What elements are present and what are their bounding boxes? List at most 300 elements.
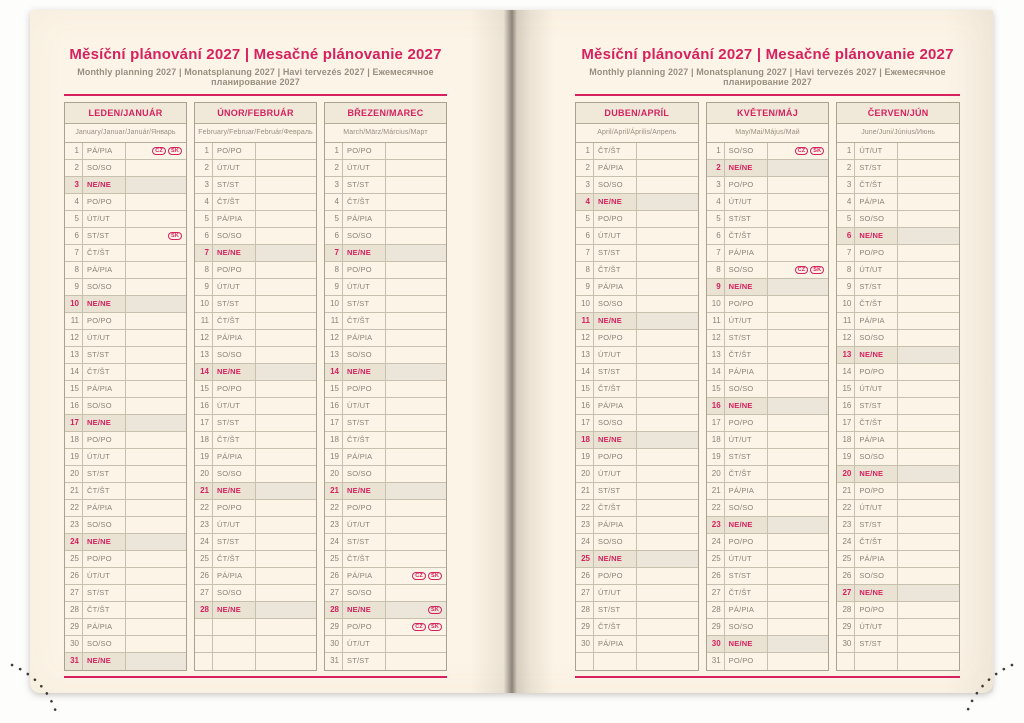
day-notes-cell [898,381,959,397]
day-notes-cell [386,279,446,295]
day-label: PÁ/PIA [594,160,637,176]
day-notes-cell [768,347,829,363]
day-row [65,568,186,585]
day-row [576,313,698,330]
day-number: 25 [195,551,213,567]
day-row [325,602,446,619]
day-row [707,313,829,330]
day-row [195,177,316,194]
day-row [195,364,316,381]
day-notes-cell [126,330,186,346]
day-notes-cell [256,449,316,465]
day-notes-cell [898,177,959,193]
day-row [707,381,829,398]
day-number: 21 [65,483,83,499]
day-label: ČT/ŠT [594,381,637,397]
day-notes-cell [126,619,186,635]
day-number: 14 [65,364,83,380]
day-number: 20 [325,466,343,482]
day-number: 27 [195,585,213,601]
day-number: 11 [195,313,213,329]
day-notes-cell [386,636,446,652]
day-notes-cell [768,415,829,431]
day-notes-cell [637,602,698,618]
day-notes-cell [768,568,829,584]
day-label: PO/PO [83,313,126,329]
holiday-badge-sk-icon: SK [428,623,442,631]
day-row [325,653,446,670]
day-number: 26 [195,568,213,584]
day-label: ST/ST [855,279,898,295]
day-notes-cell [386,568,446,584]
month-duben [575,102,699,671]
month-title: KVĚTEN/MÁJ [707,103,829,124]
day-row [65,602,186,619]
day-notes-cell [386,296,446,312]
day-row [65,330,186,347]
holiday-badge-cz-icon: CZ [412,623,426,631]
day-notes-cell [637,636,698,652]
day-label: PÁ/PIA [594,636,637,652]
day-notes-cell [768,483,829,499]
day-notes-cell [768,466,829,482]
day-label: NE/NE [343,483,386,499]
day-row [195,432,316,449]
month-title: ČERVEN/JÚN [837,103,959,124]
day-label: ÚT/UT [855,619,898,635]
day-number: 18 [707,432,725,448]
day-notes-cell [637,364,698,380]
day-row [65,500,186,517]
day-row [325,483,446,500]
day-number: 4 [65,194,83,210]
day-number: 10 [837,296,855,312]
day-label: PO/PO [855,364,898,380]
day-notes-cell [898,449,959,465]
day-notes-cell [637,279,698,295]
day-number [837,653,855,670]
day-row [837,568,959,585]
day-number: 8 [195,262,213,278]
day-number: 1 [65,143,83,159]
day-number: 16 [195,398,213,414]
day-label: ČT/ŠT [83,483,126,499]
day-label: ÚT/UT [83,568,126,584]
holiday-badge-sk-icon: SK [168,232,182,240]
day-notes-cell [256,551,316,567]
empty-row [576,653,698,670]
day-row [195,347,316,364]
day-number: 25 [576,551,594,567]
page-header [64,46,447,96]
day-number: 16 [325,398,343,414]
page-left [30,10,511,693]
day-number: 24 [837,534,855,550]
day-row [325,330,446,347]
day-label: NE/NE [594,313,637,329]
day-row [707,483,829,500]
day-notes-cell [126,194,186,210]
day-label: PO/PO [343,262,386,278]
day-number: 27 [837,585,855,601]
day-row [576,296,698,313]
day-label: PO/PO [725,296,768,312]
day-row [576,483,698,500]
day-label: PO/PO [594,568,637,584]
day-label: PO/PO [83,432,126,448]
day-label: PO/PO [213,381,256,397]
day-number: 30 [325,636,343,652]
day-number: 23 [65,517,83,533]
day-notes-cell [768,364,829,380]
day-number: 26 [576,568,594,584]
day-notes-cell [637,483,698,499]
day-notes-cell [898,500,959,516]
day-number: 13 [837,347,855,363]
day-label: ST/ST [213,296,256,312]
day-notes-cell [386,245,446,261]
day-notes-cell [898,364,959,380]
day-row [195,585,316,602]
day-notes-cell [637,228,698,244]
month-kveten [706,102,830,671]
day-row [195,279,316,296]
day-number: 6 [65,228,83,244]
day-number: 7 [707,245,725,261]
day-number: 5 [576,211,594,227]
day-number: 10 [707,296,725,312]
day-label [213,653,256,670]
day-row [325,160,446,177]
day-notes-cell [386,534,446,550]
day-number: 25 [707,551,725,567]
day-notes-cell [256,466,316,482]
day-number: 19 [325,449,343,465]
day-row [195,415,316,432]
day-number: 3 [837,177,855,193]
day-number: 3 [195,177,213,193]
day-label: SO/SO [855,330,898,346]
day-row [707,636,829,653]
day-row [837,585,959,602]
day-label: PÁ/PIA [343,211,386,227]
day-number: 12 [65,330,83,346]
day-row [707,143,829,160]
day-number: 13 [576,347,594,363]
day-row [707,466,829,483]
day-row [195,483,316,500]
day-label: NE/NE [213,602,256,618]
day-number: 30 [837,636,855,652]
day-notes-cell [637,347,698,363]
day-label: ST/ST [594,364,637,380]
day-label: ST/ST [725,330,768,346]
day-number: 10 [65,296,83,312]
day-number: 10 [195,296,213,312]
day-number: 18 [325,432,343,448]
day-number: 17 [195,415,213,431]
day-number: 5 [65,211,83,227]
day-number: 4 [325,194,343,210]
day-notes-cell [768,228,829,244]
day-notes-cell [768,551,829,567]
day-number: 15 [65,381,83,397]
day-number: 17 [65,415,83,431]
day-row [195,245,316,262]
day-label: ČT/ŠT [213,313,256,329]
day-notes-cell [256,211,316,227]
day-number: 19 [576,449,594,465]
day-row [576,602,698,619]
day-notes-cell [768,517,829,533]
day-notes-cell [637,143,698,159]
day-notes-cell [637,432,698,448]
day-notes-cell [126,636,186,652]
day-notes-cell [256,160,316,176]
day-label: ST/ST [594,602,637,618]
day-label: PO/PO [725,415,768,431]
day-row [576,194,698,211]
page-right [511,10,993,693]
day-notes-cell [768,534,829,550]
day-row [65,449,186,466]
day-label: SO/SO [855,211,898,227]
day-number: 23 [325,517,343,533]
day-notes-cell [898,211,959,227]
day-row [325,449,446,466]
day-notes-cell [256,483,316,499]
day-number: 18 [837,432,855,448]
day-row [195,398,316,415]
day-label: NE/NE [725,636,768,652]
day-notes-cell [637,415,698,431]
day-row [707,585,829,602]
day-label: PO/PO [725,177,768,193]
day-label: NE/NE [725,160,768,176]
day-notes-cell [256,568,316,584]
day-row [325,211,446,228]
day-notes-cell [898,466,959,482]
day-row [707,330,829,347]
day-row [195,534,316,551]
day-number: 1 [325,143,343,159]
day-row [707,228,829,245]
day-row [65,228,186,245]
day-row [707,160,829,177]
day-label: ÚT/UT [213,160,256,176]
day-label: ÚT/UT [855,262,898,278]
day-label: ÚT/UT [855,143,898,159]
day-notes-cell [126,653,186,670]
day-number [195,636,213,652]
holiday-badge-cz-icon: CZ [795,266,809,274]
day-label: NE/NE [83,177,126,193]
day-label: ČT/ŠT [855,177,898,193]
day-number: 19 [195,449,213,465]
day-label: PÁ/PIA [83,500,126,516]
day-label: SO/SO [594,415,637,431]
day-notes-cell [126,228,186,244]
day-label: ÚT/UT [213,517,256,533]
day-number: 31 [65,653,83,670]
day-notes-cell [386,653,446,670]
month-subtitle: May/Mai/Május/Май [707,124,829,143]
day-label: ST/ST [83,466,126,482]
day-label: ST/ST [343,177,386,193]
day-number: 30 [576,636,594,652]
day-row [837,551,959,568]
day-row [837,262,959,279]
holiday-badge-cz-icon: CZ [795,147,809,155]
day-notes-cell [126,262,186,278]
day-number: 15 [837,381,855,397]
day-number: 6 [576,228,594,244]
month-brezen [324,102,447,671]
month-title: BŘEZEN/MAREC [325,103,446,124]
day-row [195,262,316,279]
day-number: 19 [707,449,725,465]
day-label: PÁ/PIA [725,245,768,261]
day-label: ST/ST [213,534,256,550]
day-label: NE/NE [725,279,768,295]
day-notes-cell [126,517,186,533]
day-number: 13 [65,347,83,363]
day-number: 4 [707,194,725,210]
day-number: 27 [576,585,594,601]
day-row [837,415,959,432]
day-number: 15 [707,381,725,397]
day-label: NE/NE [343,364,386,380]
day-number: 26 [65,568,83,584]
month-unor [194,102,317,671]
day-number: 8 [325,262,343,278]
day-notes-cell [126,177,186,193]
day-label: ST/ST [855,517,898,533]
day-label: ÚT/UT [594,585,637,601]
day-label: SO/SO [855,568,898,584]
day-label: SO/SO [855,449,898,465]
month-subtitle: March/März/Március/Март [325,124,446,143]
month-title: LEDEN/JANUÁR [65,103,186,124]
day-label: ST/ST [343,415,386,431]
day-label: SO/SO [725,381,768,397]
day-row [576,279,698,296]
day-notes-cell [386,398,446,414]
holiday-badge-cz-icon: CZ [152,147,166,155]
day-label: PO/PO [343,619,386,635]
day-label: ČT/ŠT [213,194,256,210]
day-row [65,551,186,568]
day-row [837,194,959,211]
day-number: 28 [576,602,594,618]
day-notes-cell [898,245,959,261]
day-number: 20 [837,466,855,482]
day-number: 11 [837,313,855,329]
day-notes-cell [637,313,698,329]
day-row [576,534,698,551]
day-row [837,466,959,483]
day-row [195,568,316,585]
day-row [195,602,316,619]
day-number: 1 [195,143,213,159]
day-row [195,551,316,568]
day-number: 20 [576,466,594,482]
day-notes-cell [256,296,316,312]
day-notes-cell [768,160,829,176]
day-row [576,211,698,228]
day-label: PÁ/PIA [855,432,898,448]
day-label: NE/NE [725,398,768,414]
day-label: ÚT/UT [725,313,768,329]
empty-row [837,653,959,670]
day-row [707,296,829,313]
day-number: 22 [195,500,213,516]
day-number: 22 [837,500,855,516]
day-row [707,177,829,194]
day-notes-cell [898,262,959,278]
day-label: ST/ST [594,245,637,261]
day-label: SO/SO [83,636,126,652]
day-notes-cell [768,211,829,227]
day-row [65,194,186,211]
day-notes-cell [386,313,446,329]
day-label: NE/NE [83,415,126,431]
day-notes-cell [256,228,316,244]
day-label: ST/ST [213,415,256,431]
day-number [576,653,594,670]
day-notes-cell [256,500,316,516]
month-subtitle: June/Juni/Június/Июнь [837,124,959,143]
day-row [65,313,186,330]
day-label: ÚT/UT [725,194,768,210]
day-label: ČT/ŠT [83,245,126,261]
day-notes-cell [637,330,698,346]
day-row [576,636,698,653]
day-notes-cell [898,636,959,652]
day-notes-cell [256,279,316,295]
day-notes-cell [637,500,698,516]
day-label: PÁ/PIA [83,619,126,635]
day-notes-cell [768,500,829,516]
day-notes-cell [256,517,316,533]
day-label: PÁ/PIA [594,517,637,533]
day-row [837,279,959,296]
day-row [65,381,186,398]
day-label: SO/SO [213,466,256,482]
day-number: 1 [576,143,594,159]
day-label: NE/NE [594,551,637,567]
day-notes-cell [898,483,959,499]
day-number: 8 [707,262,725,278]
day-row [65,466,186,483]
day-row [707,398,829,415]
day-notes-cell [256,636,316,652]
day-notes-cell [637,194,698,210]
day-number: 19 [65,449,83,465]
day-number: 3 [325,177,343,193]
day-row [707,415,829,432]
day-label: ÚT/UT [855,500,898,516]
day-number: 9 [576,279,594,295]
day-row [576,143,698,160]
day-label: ČT/ŠT [343,432,386,448]
day-row [195,330,316,347]
day-number: 5 [325,211,343,227]
day-row [195,228,316,245]
day-number: 14 [195,364,213,380]
day-number: 27 [707,585,725,601]
day-label: PO/PO [343,500,386,516]
